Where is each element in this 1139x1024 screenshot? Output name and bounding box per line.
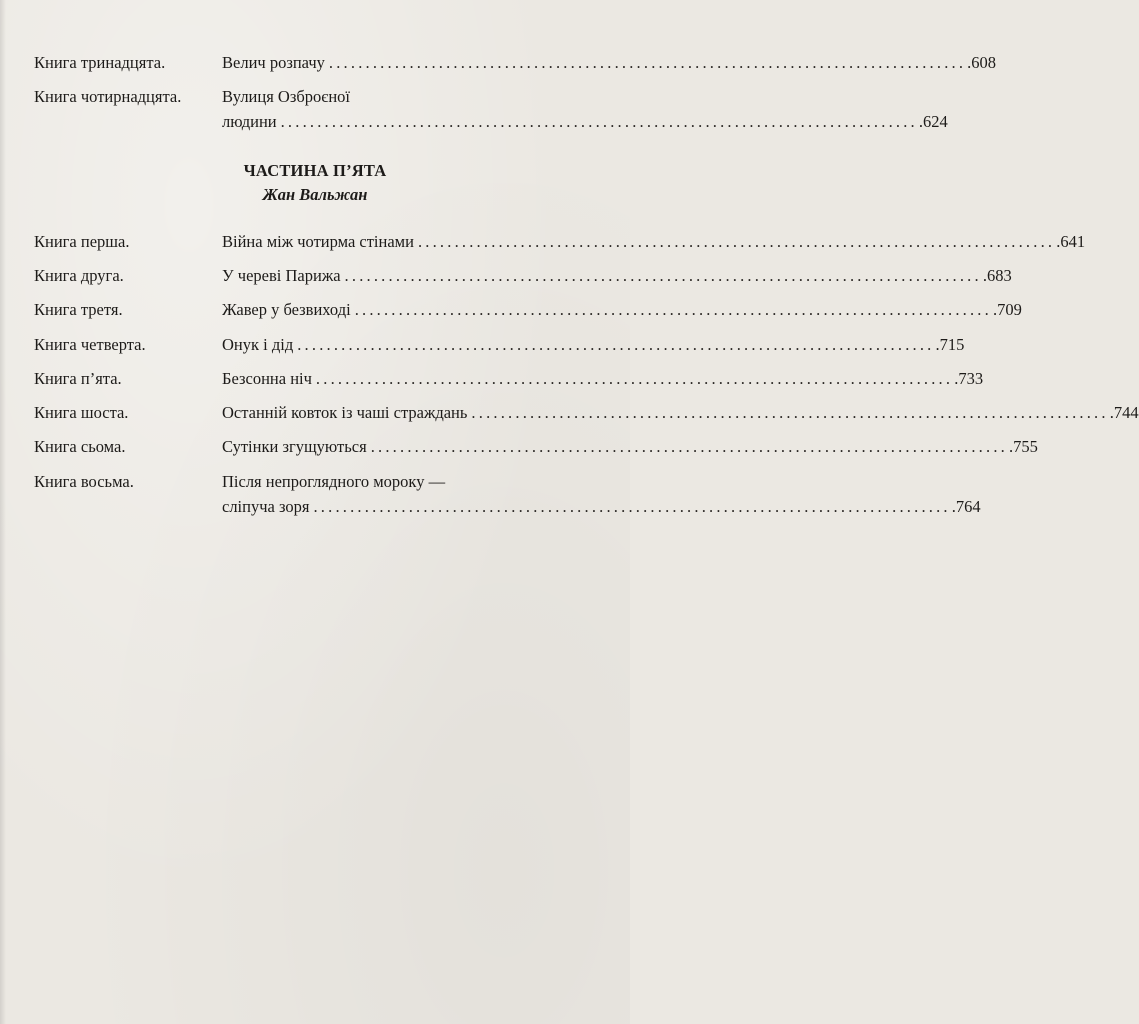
page-number: .715 bbox=[935, 335, 965, 354]
page-number: .624 bbox=[918, 112, 948, 131]
book-number: Книга перша. bbox=[34, 232, 130, 251]
dot-leader: ....................................................................................... bbox=[354, 300, 992, 319]
book-number: Книга шоста. bbox=[34, 403, 129, 422]
book-title bbox=[222, 84, 948, 134]
book-title bbox=[222, 297, 1022, 322]
leader-line bbox=[222, 434, 1038, 459]
book-number: Книга п’ята. bbox=[34, 369, 122, 388]
dot-leader: ....................................................................................... bbox=[315, 369, 954, 388]
book-title-text: людини bbox=[222, 112, 277, 131]
page-number: .608 bbox=[967, 53, 997, 72]
book-title-text: Онук і дід bbox=[222, 335, 294, 354]
book-title-text: У череві Парижа bbox=[222, 266, 341, 285]
dot-leader: ....................................................................................... bbox=[297, 335, 935, 354]
leader-line bbox=[222, 332, 965, 357]
dot-leader: ....................................................................................... bbox=[417, 232, 1056, 251]
page-number: .755 bbox=[1008, 437, 1038, 456]
leader-line bbox=[222, 494, 981, 519]
book-title-text: Сутінки згущуються bbox=[222, 437, 367, 456]
book-title bbox=[222, 263, 1012, 288]
book-title bbox=[222, 434, 1038, 459]
page-number: .744 bbox=[1109, 403, 1139, 422]
book-number: Книга третя. bbox=[34, 300, 123, 319]
book-title bbox=[222, 50, 997, 75]
book-title-text: сліпуча зоря bbox=[222, 497, 310, 516]
book-title-line: Після непроглядного мороку — bbox=[222, 472, 446, 491]
leader-line bbox=[222, 263, 1012, 288]
page-number: .733 bbox=[954, 369, 984, 388]
page-number: .683 bbox=[982, 266, 1012, 285]
dot-leader: ....................................................................................... bbox=[328, 53, 967, 72]
part-title: ЧАСТИНА П’ЯТА bbox=[243, 161, 387, 180]
book-title-text: Жавер у безвиході bbox=[222, 300, 351, 319]
book-title-text: Останній ковток із чаші страждань bbox=[222, 403, 468, 422]
book-number: Книга друга. bbox=[34, 266, 124, 285]
dot-leader: ....................................................................................... bbox=[344, 266, 982, 285]
leader-line bbox=[222, 50, 997, 75]
leader-line bbox=[222, 400, 1139, 425]
page-number: .764 bbox=[951, 497, 981, 516]
book-title-text: Велич розпачу bbox=[222, 53, 325, 72]
dot-leader: ....................................................................................... bbox=[280, 112, 918, 131]
book-number: Книга тринадцята. bbox=[34, 53, 166, 72]
leader-line bbox=[222, 229, 1086, 254]
leader-line bbox=[222, 109, 948, 134]
book-title bbox=[222, 366, 984, 391]
book-title bbox=[222, 400, 1139, 425]
book-number: Книга четверта. bbox=[34, 335, 146, 354]
book-title-text: Безсонна ніч bbox=[222, 369, 312, 388]
book-title bbox=[222, 229, 1086, 254]
dot-leader: ....................................................................................... bbox=[313, 497, 951, 516]
book-title bbox=[222, 469, 981, 519]
book-title-text: Війна між чотирма стінами bbox=[222, 232, 414, 251]
book-number: Книга сьома. bbox=[34, 437, 126, 456]
dot-leader: ....................................................................................... bbox=[370, 437, 1008, 456]
leader-line bbox=[222, 366, 984, 391]
book-title-line: Вулиця Озброєної bbox=[222, 87, 350, 106]
page-number: .709 bbox=[992, 300, 1022, 319]
leader-line bbox=[222, 297, 1022, 322]
part-subtitle: Жан Вальжан bbox=[262, 185, 368, 204]
book-number: Книга восьма. bbox=[34, 472, 134, 491]
page-number: .641 bbox=[1056, 232, 1086, 251]
book-number: Книга чотирнадцята. bbox=[34, 87, 182, 106]
dot-leader: ....................................................................................... bbox=[471, 403, 1109, 422]
book-title bbox=[222, 332, 965, 357]
page-shadow-edge bbox=[0, 0, 6, 1024]
